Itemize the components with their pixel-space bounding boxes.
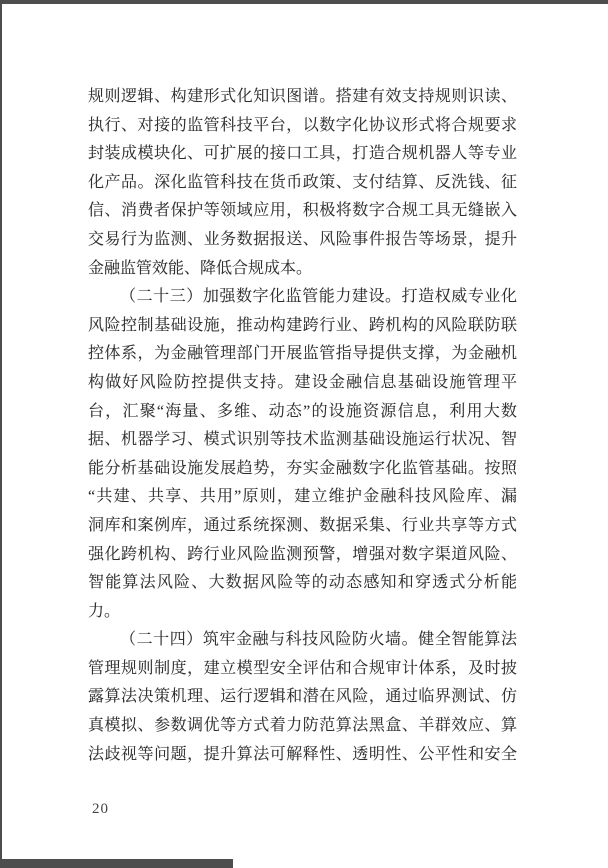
text-line: 管理规则制度，建立模型安全评估和合规审计体系，及时披 bbox=[88, 659, 517, 677]
text-line: 交易行为监测、业务数据报送、风险事件报告等场景，提升 bbox=[88, 230, 517, 248]
text-line: 化产品。深化监管科技在货币政策、支付结算、反洗钱、征 bbox=[88, 173, 517, 191]
text-line: 露算法决策机理、运行逻辑和潜在风险，通过临界测试、仿 bbox=[88, 688, 517, 706]
scan-edge-bottom-left bbox=[0, 859, 233, 868]
page-number: 20 bbox=[92, 801, 109, 817]
text-line: “共建、共享、共用”原则，建立维护金融科技风险库、漏 bbox=[88, 488, 517, 506]
text-line: 规则逻辑、构建形式化知识图谱。搭建有效支持规则识读、 bbox=[88, 88, 517, 105]
text-line: 力。 bbox=[88, 602, 121, 620]
text-line: 能分析基础设施发展趋势，夯实金融数字化监管基础。按照 bbox=[88, 459, 517, 477]
text-line: 真模拟、参数调优等方式着力防范算法黑盒、羊群效应、算 bbox=[88, 717, 517, 735]
document-body-text bbox=[88, 83, 517, 769]
text-line: 据、机器学习、模式识别等技术监测基础设施运行状况、智 bbox=[88, 431, 517, 449]
text-line: 封装成模块化、可扩展的接口工具，打造合规机器人等专业 bbox=[88, 145, 517, 163]
text-line: 控体系，为金融管理部门开展监管指导提供支撑，为金融机 bbox=[88, 345, 517, 363]
scan-edge-left bbox=[0, 0, 2, 868]
scan-edge-top bbox=[0, 0, 608, 4]
text-line: 信、消费者保护等领域应用，积极将数字合规工具无缝嵌入 bbox=[88, 202, 517, 220]
text-line: （二十四）筑牢金融与科技风险防火墙。健全智能算法 bbox=[120, 631, 517, 649]
text-line: （二十三）加强数字化监管能力建设。打造权威专业化 bbox=[120, 288, 517, 306]
text-line: 洞库和案例库，通过系统探测、数据采集、行业共享等方式 bbox=[88, 516, 517, 534]
text-line: 执行、对接的监管科技平台，以数字化协议形式将合规要求 bbox=[88, 116, 517, 134]
text-line: 法歧视等问题，提升算法可解释性、透明性、公平性和安全 bbox=[88, 745, 517, 763]
text-line: 风险控制基础设施，推动构建跨行业、跨机构的风险联防联 bbox=[88, 316, 517, 334]
text-line: 台，汇聚“海量、多维、动态”的设施资源信息，利用大数 bbox=[88, 402, 517, 420]
text-line: 智能算法风险、大数据风险等的动态感知和穿透式分析能 bbox=[88, 574, 517, 592]
text-line: 构做好风险防控提供支持。建设金融信息基础设施管理平 bbox=[88, 373, 517, 391]
text-line: 金融监管效能、降低合规成本。 bbox=[88, 259, 313, 277]
text-line: 强化跨机构、跨行业风险监测预警，增强对数字渠道风险、 bbox=[88, 545, 517, 563]
